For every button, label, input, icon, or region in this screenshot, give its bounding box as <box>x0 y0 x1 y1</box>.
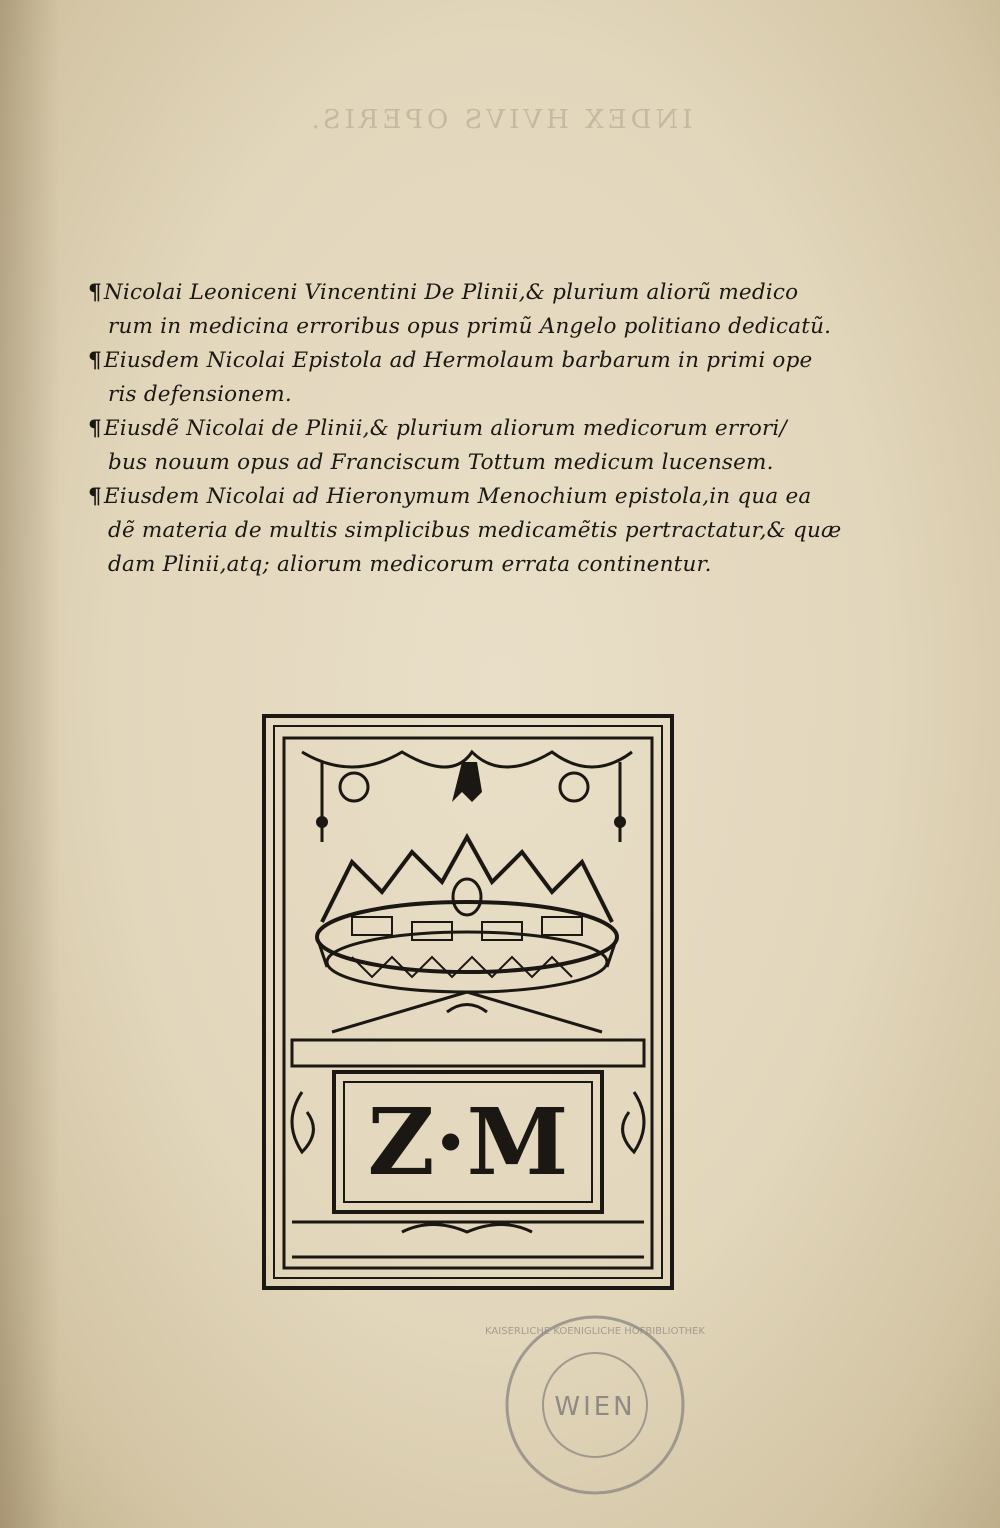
crown-woodcut-icon <box>262 712 676 1292</box>
entry-line: rum in medicina erroribus opus primũ Angelo politiano dedicatũ. <box>108 314 832 339</box>
printer-monogram: Z·M <box>367 1088 569 1196</box>
page-edge-shadow <box>0 0 60 1528</box>
pilcrow-icon: ¶ <box>88 484 102 509</box>
entry-line: Nicolai Leoniceni Vincentini De Plinii,& plurium aliorũ medico <box>103 280 799 305</box>
entry-line: dẽ materia de multis simplicibus medicamẽtis pertractatur,& quæ <box>108 518 842 543</box>
entry-line: bus nouum opus ad Franciscum Tottum medicum lucensem. <box>108 450 774 475</box>
index-entry-3 <box>88 412 878 480</box>
entry-line: Eiusdem Nicolai ad Hieronymum Menochium epistola,in qua ea <box>103 484 812 509</box>
pilcrow-icon: ¶ <box>88 416 102 441</box>
index-entry-4 <box>88 480 878 582</box>
index-entry-1 <box>88 276 878 344</box>
entry-line: ris defensionem. <box>108 382 292 407</box>
entry-line: dam Plinii,atq; aliorum medicorum errata continentur. <box>108 552 712 577</box>
stamp-center-text: WIEN <box>554 1392 636 1422</box>
printers-device <box>262 712 676 1292</box>
entry-line: Eiusdẽ Nicolai de Plinii,& plurium aliorum medicorum errori/ <box>103 416 787 441</box>
library-stamp <box>485 1310 705 1500</box>
show-through-text: INDEX HVIVS OPERIS. <box>307 105 693 135</box>
entry-line: Eiusdem Nicolai Epistola ad Hermolaum barbarum in primi ope <box>103 348 813 373</box>
pilcrow-icon: ¶ <box>88 280 102 305</box>
index-entry-2 <box>88 344 878 412</box>
pilcrow-icon: ¶ <box>88 348 102 373</box>
stamp-ring-text: KAISERLICHE KOENIGLICHE HOFBIBLIOTHEK <box>485 1326 705 1337</box>
contents-index <box>88 276 878 582</box>
